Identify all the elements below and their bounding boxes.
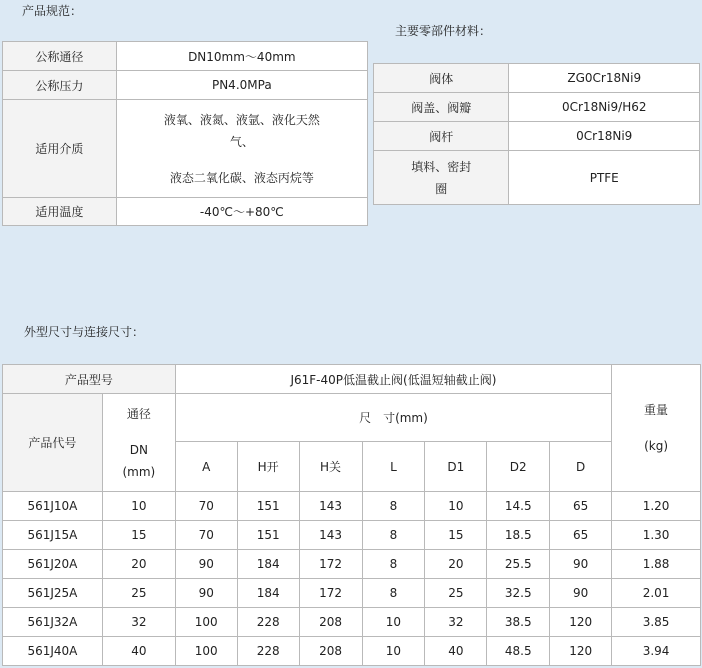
dim-header-row xyxy=(3,394,701,442)
cell-l: 8 xyxy=(362,579,425,608)
cell-dn: 40 xyxy=(102,637,175,666)
spec-value-temperature: -40℃～+80℃ xyxy=(116,198,367,226)
cell-l: 10 xyxy=(362,608,425,637)
cell-h-open: 228 xyxy=(237,637,299,666)
cell-d1: 32 xyxy=(425,608,487,637)
table-row xyxy=(3,521,701,550)
spec-value-nominal-pressure: PN4.0MPa xyxy=(116,71,367,100)
spec-label-medium: 适用介质 xyxy=(3,100,117,198)
materials-row xyxy=(374,122,700,151)
dimensions-body xyxy=(3,492,701,666)
cell-h-open: 184 xyxy=(237,579,299,608)
cell-h-close: 143 xyxy=(299,492,362,521)
cell-dn: 32 xyxy=(102,608,175,637)
cell-d: 65 xyxy=(550,492,612,521)
cell-d1: 15 xyxy=(425,521,487,550)
cell-d: 65 xyxy=(550,521,612,550)
cell-dn: 10 xyxy=(102,492,175,521)
cell-h-close: 172 xyxy=(299,550,362,579)
material-label-stem: 阀杆 xyxy=(374,122,509,151)
cell-a: 100 xyxy=(175,608,237,637)
col-h-close: H关 xyxy=(299,442,362,492)
material-label-body: 阀体 xyxy=(374,64,509,93)
weight-label: 重量 xyxy=(644,403,669,417)
material-label-packing-line-1: 填料、密封 xyxy=(411,159,472,174)
cell-l: 8 xyxy=(362,521,425,550)
spec-row xyxy=(3,100,368,198)
cell-l: 8 xyxy=(362,550,425,579)
cell-a: 90 xyxy=(175,550,237,579)
weight-unit: (kg) xyxy=(644,439,669,453)
cell-h-open: 151 xyxy=(237,492,299,521)
materials-row xyxy=(374,64,700,93)
materials-row xyxy=(374,93,700,122)
cell-a: 70 xyxy=(175,521,237,550)
dimensions-table xyxy=(2,364,701,666)
cell-h-open: 151 xyxy=(237,521,299,550)
dn-symbol: DN xyxy=(129,442,148,457)
table-row xyxy=(3,550,701,579)
cell-d2: 48.5 xyxy=(487,637,550,666)
materials-table xyxy=(373,63,700,205)
cell-product-code: 561J10A xyxy=(3,492,103,521)
spec-medium-line-3: 液态二氧化碳、液态丙烷等 xyxy=(169,170,314,185)
spec-row xyxy=(3,42,368,71)
spec-medium-line-1: 液氧、液氮、液氩、液化天然 xyxy=(163,112,320,127)
spec-heading: 产品规范： xyxy=(22,4,83,18)
spec-value-nominal-diameter: DN10mm～40mm xyxy=(116,42,367,71)
cell-h-open: 184 xyxy=(237,550,299,579)
cell-weight: 1.20 xyxy=(612,492,701,521)
cell-dn: 25 xyxy=(102,579,175,608)
cell-d1: 20 xyxy=(425,550,487,579)
table-row xyxy=(3,637,701,666)
cell-weight: 1.88 xyxy=(612,550,701,579)
cell-d: 90 xyxy=(550,579,612,608)
dn-unit: (mm) xyxy=(122,464,156,479)
cell-d2: 32.5 xyxy=(487,579,550,608)
cell-d1: 40 xyxy=(425,637,487,666)
cell-l: 10 xyxy=(362,637,425,666)
cell-d: 120 xyxy=(550,637,612,666)
table-row xyxy=(3,579,701,608)
cell-a: 90 xyxy=(175,579,237,608)
dn-header xyxy=(102,394,175,492)
spec-row xyxy=(3,198,368,226)
material-label-packing xyxy=(374,151,509,205)
cell-product-code: 561J20A xyxy=(3,550,103,579)
cell-dn: 20 xyxy=(102,550,175,579)
cell-product-code: 561J15A xyxy=(3,521,103,550)
material-label-packing-line-2: 圈 xyxy=(435,181,448,196)
size-label: 尺 寸(mm) xyxy=(175,394,611,442)
col-l: L xyxy=(362,442,425,492)
cell-h-close: 208 xyxy=(299,608,362,637)
materials-row xyxy=(374,151,700,205)
cell-weight: 3.94 xyxy=(612,637,701,666)
cell-weight: 3.85 xyxy=(612,608,701,637)
spec-table xyxy=(2,41,368,226)
code-label: 产品代号 xyxy=(3,394,103,492)
model-value: J61F-40P低温截止阀(低温短轴截止阀) xyxy=(175,365,611,394)
cell-d2: 18.5 xyxy=(487,521,550,550)
spec-label-temperature: 适用温度 xyxy=(3,198,117,226)
cell-product-code: 561J32A xyxy=(3,608,103,637)
cell-dn: 15 xyxy=(102,521,175,550)
cell-d2: 38.5 xyxy=(487,608,550,637)
spec-medium-line-2: 气、 xyxy=(229,134,254,149)
cell-d2: 14.5 xyxy=(487,492,550,521)
material-value-body: ZG0Cr18Ni9 xyxy=(509,64,700,93)
spec-label-nominal-pressure: 公称压力 xyxy=(3,71,117,100)
material-value-bonnet-disc: 0Cr18Ni9/H62 xyxy=(509,93,700,122)
col-d1: D1 xyxy=(425,442,487,492)
cell-d: 90 xyxy=(550,550,612,579)
cell-a: 70 xyxy=(175,492,237,521)
model-label: 产品型号 xyxy=(3,365,176,394)
cell-d2: 25.5 xyxy=(487,550,550,579)
materials-heading: 主要零部件材料： xyxy=(395,24,492,38)
spec-value-medium xyxy=(116,100,367,198)
spec-row xyxy=(3,71,368,100)
table-row xyxy=(3,608,701,637)
cell-h-close: 172 xyxy=(299,579,362,608)
weight-header xyxy=(612,365,701,492)
cell-h-close: 208 xyxy=(299,637,362,666)
cell-weight: 2.01 xyxy=(612,579,701,608)
cell-h-open: 228 xyxy=(237,608,299,637)
cell-d: 120 xyxy=(550,608,612,637)
dn-label: 通径 xyxy=(126,406,151,421)
cell-product-code: 561J40A xyxy=(3,637,103,666)
dimensions-heading: 外型尺寸与连接尺寸： xyxy=(24,325,145,339)
table-row xyxy=(3,492,701,521)
cell-a: 100 xyxy=(175,637,237,666)
spec-label-nominal-diameter: 公称通径 xyxy=(3,42,117,71)
cell-d1: 10 xyxy=(425,492,487,521)
col-a: A xyxy=(175,442,237,492)
col-d2: D2 xyxy=(487,442,550,492)
material-value-packing: PTFE xyxy=(509,151,700,205)
cell-d1: 25 xyxy=(425,579,487,608)
col-d: D xyxy=(550,442,612,492)
cell-l: 8 xyxy=(362,492,425,521)
cell-weight: 1.30 xyxy=(612,521,701,550)
material-value-stem: 0Cr18Ni9 xyxy=(509,122,700,151)
material-label-bonnet-disc: 阀盖、阀瓣 xyxy=(374,93,509,122)
col-h-open: H开 xyxy=(237,442,299,492)
cell-product-code: 561J25A xyxy=(3,579,103,608)
dim-header-row xyxy=(3,365,701,394)
cell-h-close: 143 xyxy=(299,521,362,550)
